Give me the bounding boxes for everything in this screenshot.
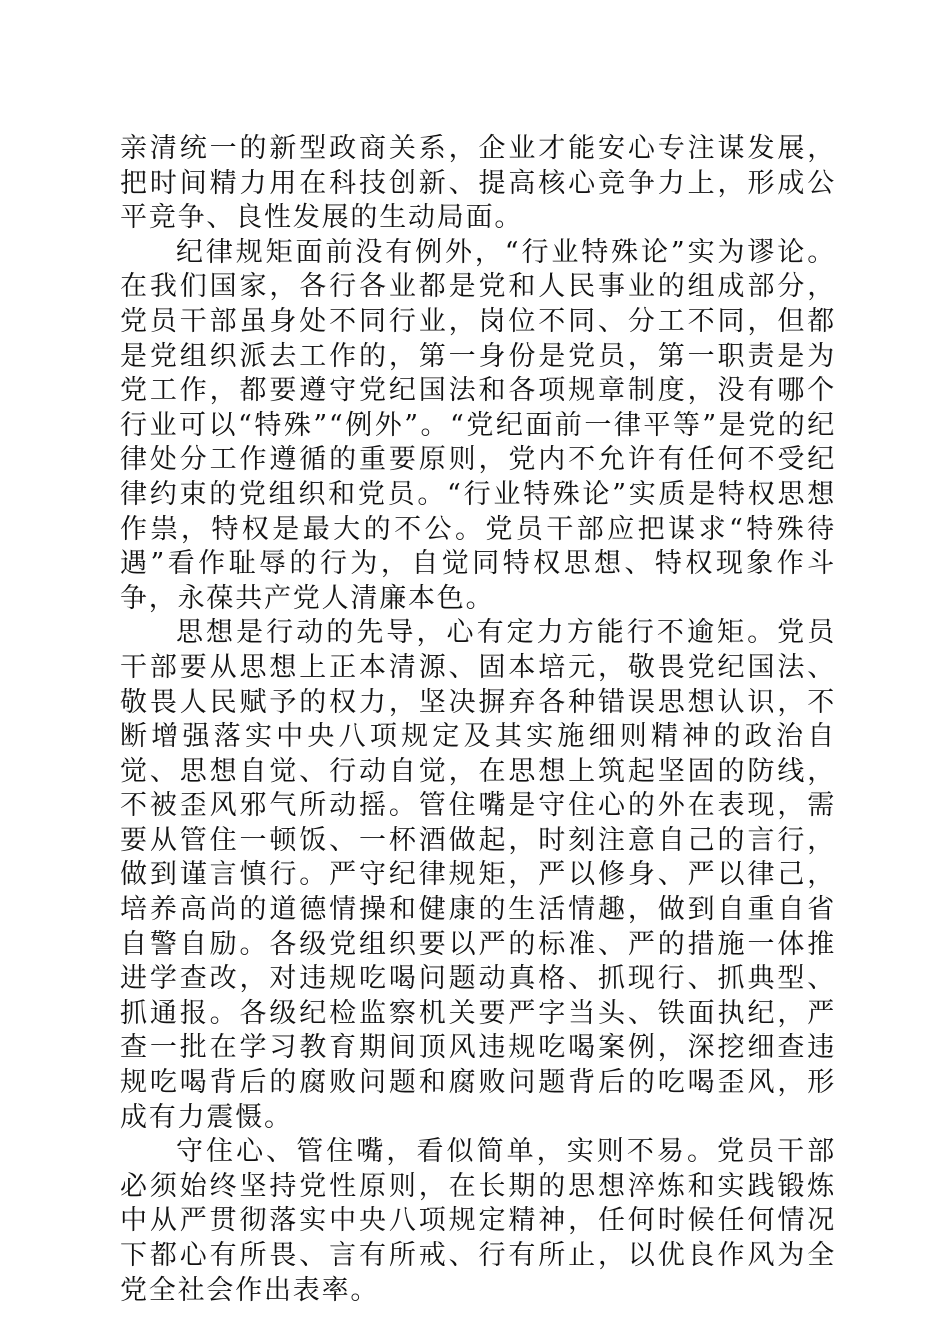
document-body (120, 132, 836, 1308)
paragraph-3: 思想是行动的先导，心有定力方能行不逾矩。党员干部要从思想上正本清源、固本培元，敬畏党纪国法、敬畏人民赋予的权力，坚决摒弃各种错误思想认识，不断增强落实中央八项规定及其实施细则精神的政治自觉、思想自觉、行动自觉，在思想上筑起坚固的防线，不被歪风邪气所动摇。管住嘴是守住心的外在表现，需要从管住一顿饭、一杯酒做起，时刻注意自己的言行，做到谨言慎行。严守纪律规矩，严以修身、严以律己，培养高尚的道德情操和健康的生活情趣，做到自重自省自警自励。各级党组织要以严的标准、严的措施一体推进学查改，对违规吃喝问题动真格、抓现行、抓典型、抓通报。各级纪检监察机关要严字当头、铁面执纪，严查一批在学习教育期间顶风违规吃喝案例，深挖细查违规吃喝背后的腐败问题和腐败问题背后的吃喝歪风，形成有力震慑。 (120, 617, 836, 1133)
paragraph-2: 纪律规矩面前没有例外，“行业特殊论”实为谬论。在我们国家，各行各业都是党和人民事业的组成部分，党员干部虽身处不同行业，岗位不同、分工不同，但都是党组织派去工作的，第一身份是党员，第一职责是为党工作，都要遵守党纪国法和各项规章制度，没有哪个行业可以“特殊”“例外”。“党纪面前一律平等”是党的纪律处分工作遵循的重要原则，党内不允许有任何不受纪律约束的党组织和党员。“行业特殊论”实质是特权思想作祟，特权是最大的不公。党员干部应把谋求“特殊待遇”看作耻辱的行为，自觉同特权思想、特权现象作斗争，永葆共产党人清廉本色。 (120, 236, 836, 614)
paragraph-4: 守住心、管住嘴，看似简单，实则不易。党员干部必须始终坚持党性原则，在长期的思想淬炼和实践锻炼中从严贯彻落实中央八项规定精神，任何时候任何情况下都心有所畏、言有所戒、行有所止，以优良作风为全党全社会作出表率。 (120, 1136, 836, 1306)
paragraph-1: 亲清统一的新型政商关系，企业才能安心专注谋发展，把时间精力用在科技创新、提高核心竞争力上，形成公平竞争、良性发展的生动局面。 (120, 133, 836, 234)
